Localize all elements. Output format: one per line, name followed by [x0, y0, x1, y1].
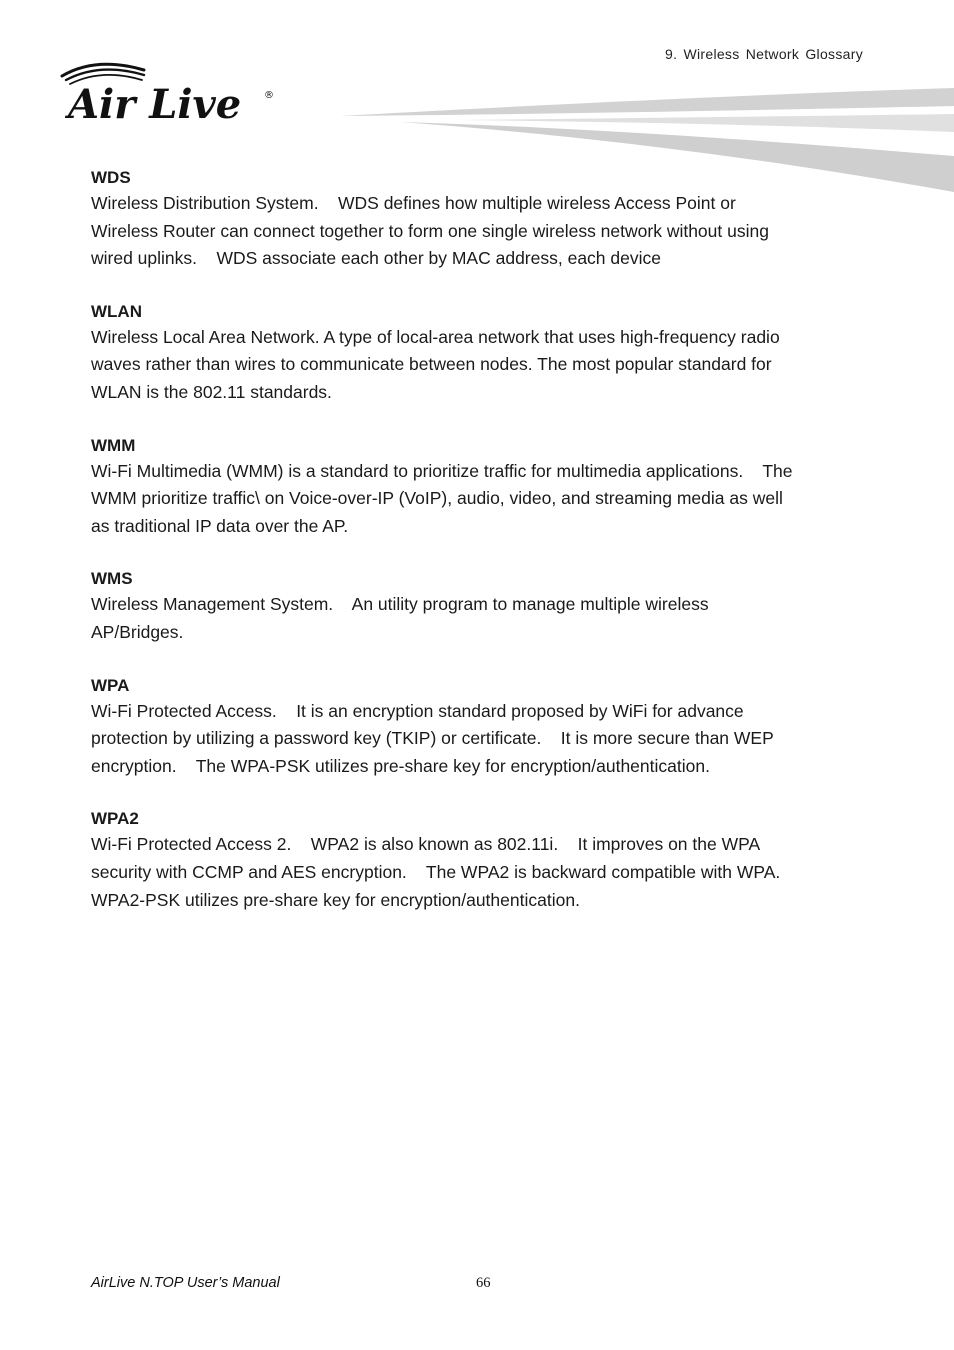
glossary-entry-wms — [91, 567, 871, 646]
glossary-definition: Wireless Local Area Network. A type of local-area network that uses high-frequency radio waves rather than wires to communicate between nodes. The most popular standard for WLAN is the 802.11 standards. — [91, 326, 780, 402]
glossary-term: WPA2 — [91, 809, 139, 829]
manual-title: AirLive N.TOP User’s Manual — [91, 1275, 280, 1291]
glossary-term: WLAN — [91, 301, 142, 321]
glossary-entry-wmm — [91, 434, 871, 541]
airlive-logo — [56, 58, 286, 128]
glossary-definition: Wi-Fi Protected Access 2. WPA2 is also known as 802.11i. It improves on the WPA security with CCMP and AES encryption. The WPA2 is backward compatible with WPA. WPA2-PSK utilizes pre-share key for encryption/authentication. — [91, 834, 781, 910]
glossary-entry-wlan — [91, 300, 871, 407]
glossary-definition: Wireless Distribution System. WDS defines how multiple wireless Access Point or Wireless Router can connect together to form one single wireless network without using wired uplinks. WDS associate each other by MAC address, each device — [91, 193, 769, 269]
glossary-definition: Wi-Fi Multimedia (WMM) is a standard to prioritize traffic for multimedia applications. The WMM prioritize traffic\ on Voice-over-IP (VoIP), audio, video, and streaming media as well as traditional IP data over the AP. — [91, 460, 793, 536]
chapter-title: 9. Wireless Network Glossary — [665, 46, 863, 62]
glossary-definition: Wi-Fi Protected Access. It is an encryption standard proposed by WiFi for advance protection by utilizing a password key (TKIP) or certificate. It is more secure than WEP encryption. The WPA-PSK utilizes pre-share key for encryption/authentication. — [91, 700, 774, 776]
page-number: 66 — [476, 1275, 491, 1291]
registered-mark: ® — [264, 90, 274, 101]
glossary-term: WMS — [91, 569, 133, 589]
glossary-definition: Wireless Management System. An utility program to manage multiple wireless AP/Bridges. — [91, 594, 709, 642]
glossary-term: WPA — [91, 675, 130, 695]
logo-wordmark: Air Live — [68, 81, 242, 128]
glossary-entry-wds — [91, 166, 871, 273]
glossary-body — [91, 166, 871, 941]
glossary-term: WDS — [91, 168, 131, 187]
glossary-entry-wpa2 — [91, 807, 871, 914]
glossary-term: WMM — [91, 435, 136, 455]
glossary-entry-wpa — [91, 674, 871, 781]
